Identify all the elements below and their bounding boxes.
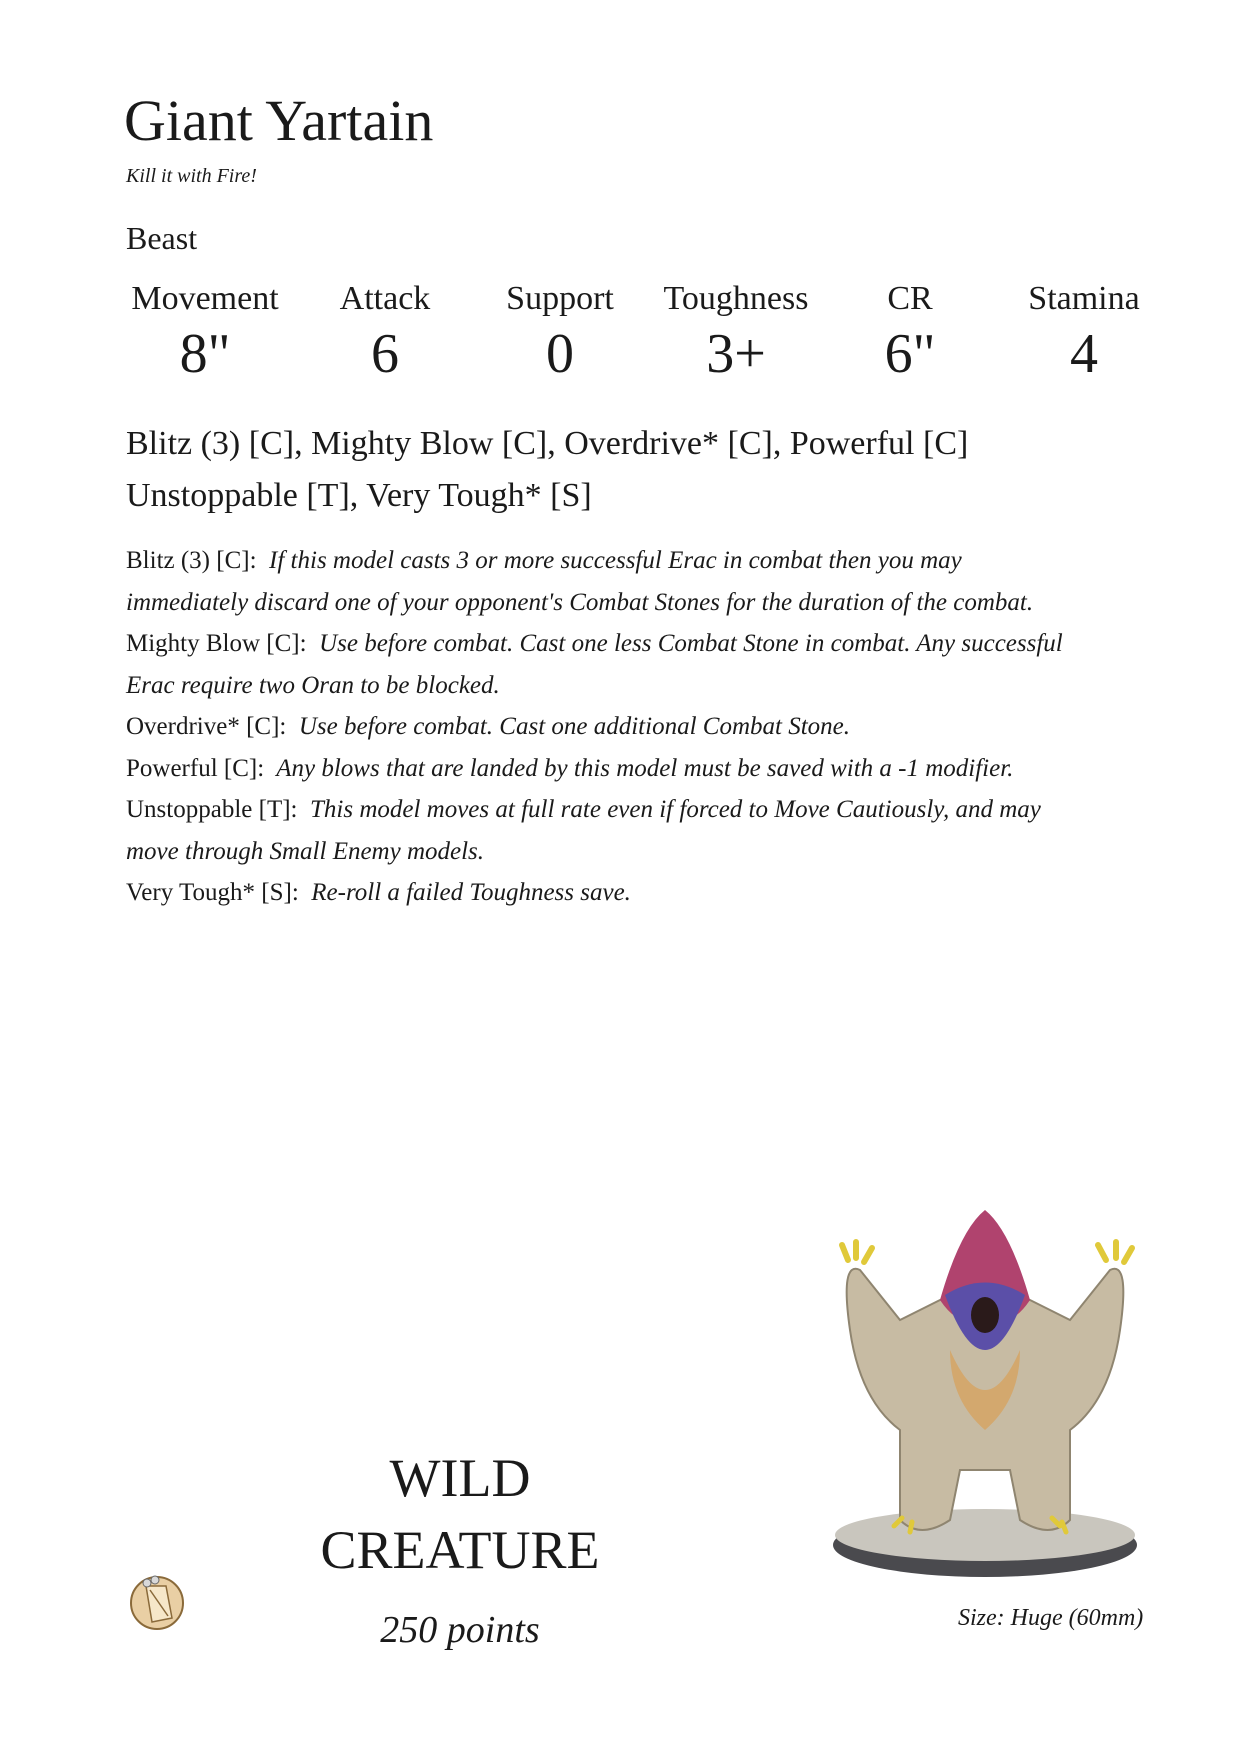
stat-value: 6 (371, 323, 399, 385)
rule-name: Overdrive* [C]: (126, 713, 287, 740)
stat-value: 0 (546, 323, 574, 385)
stat-value: 4 (1070, 323, 1098, 385)
rules-text (126, 540, 1086, 914)
rule-entry (126, 540, 1086, 623)
rule-entry (126, 872, 1086, 914)
rule-name: Mighty Blow [C]: (126, 630, 307, 657)
rule-entry (126, 706, 1086, 748)
rule-entry (126, 623, 1086, 706)
stat-value: 3+ (706, 323, 766, 385)
stat-label: Support (506, 280, 614, 317)
rule-text: If this model casts 3 or more successful Erac in combat then you may immediately discard one of your opponent's Combat Stones for the duration of the combat. (126, 547, 1034, 616)
stat-toughness (651, 280, 821, 386)
points-cost: 250 points (380, 1609, 540, 1651)
stat-value: 8" (179, 323, 231, 385)
card-title: Giant Yartain (124, 88, 434, 153)
faction-line: CREATURE (320, 1520, 600, 1580)
stat-label: Toughness (663, 280, 809, 317)
ability-line: Unstoppable [T], Very Tough* [S] (126, 477, 592, 514)
stat-label: Movement (131, 280, 279, 317)
rule-name: Blitz (3) [C]: (126, 547, 257, 574)
stat-attack (300, 280, 470, 386)
faction-line: WILD (389, 1448, 531, 1508)
stat-cr (825, 280, 995, 386)
faction-block (260, 1442, 660, 1652)
ability-list (126, 418, 1126, 522)
rule-name: Very Tough* [S]: (126, 879, 299, 906)
rule-entry (126, 748, 1086, 790)
rule-text: Use before combat. Cast one less Combat Stone in combat. Any successful Erac require two Oran to be blocked. (126, 630, 1063, 699)
stat-movement (120, 280, 290, 386)
hand-logo-icon (128, 1572, 186, 1630)
stat-stamina (999, 280, 1169, 386)
rule-name: Powerful [C]: (126, 754, 265, 782)
yartain-miniature (820, 1200, 1150, 1580)
rule-text: Re-roll a failed Toughness save. (311, 879, 631, 906)
stat-value: 6" (884, 323, 936, 385)
card-type: Beast (126, 220, 198, 256)
size-label: Size: Huge (60mm) (958, 1605, 1144, 1631)
card-tagline: Kill it with Fire! (126, 165, 257, 187)
rule-text: This model moves at full rate even if forced to Move Cautiously, and may move through Small Enemy models. (126, 796, 1041, 865)
rule-text: Use before combat. Cast one additional Combat Stone. (298, 713, 850, 740)
stat-label: Attack (339, 280, 431, 317)
rule-entry (126, 789, 1086, 872)
rule-text: Any blows that are landed by this model must be saved with a -1 modifier. (276, 754, 1014, 782)
stat-label: Stamina (1028, 280, 1140, 317)
ability-line: Blitz (3) [C], Mighty Blow [C], Overdrive* [C], Powerful [C] (126, 425, 969, 462)
rule-name: Unstoppable [T]: (126, 796, 298, 823)
stat-label: CR (887, 280, 933, 317)
stat-support (475, 280, 645, 386)
